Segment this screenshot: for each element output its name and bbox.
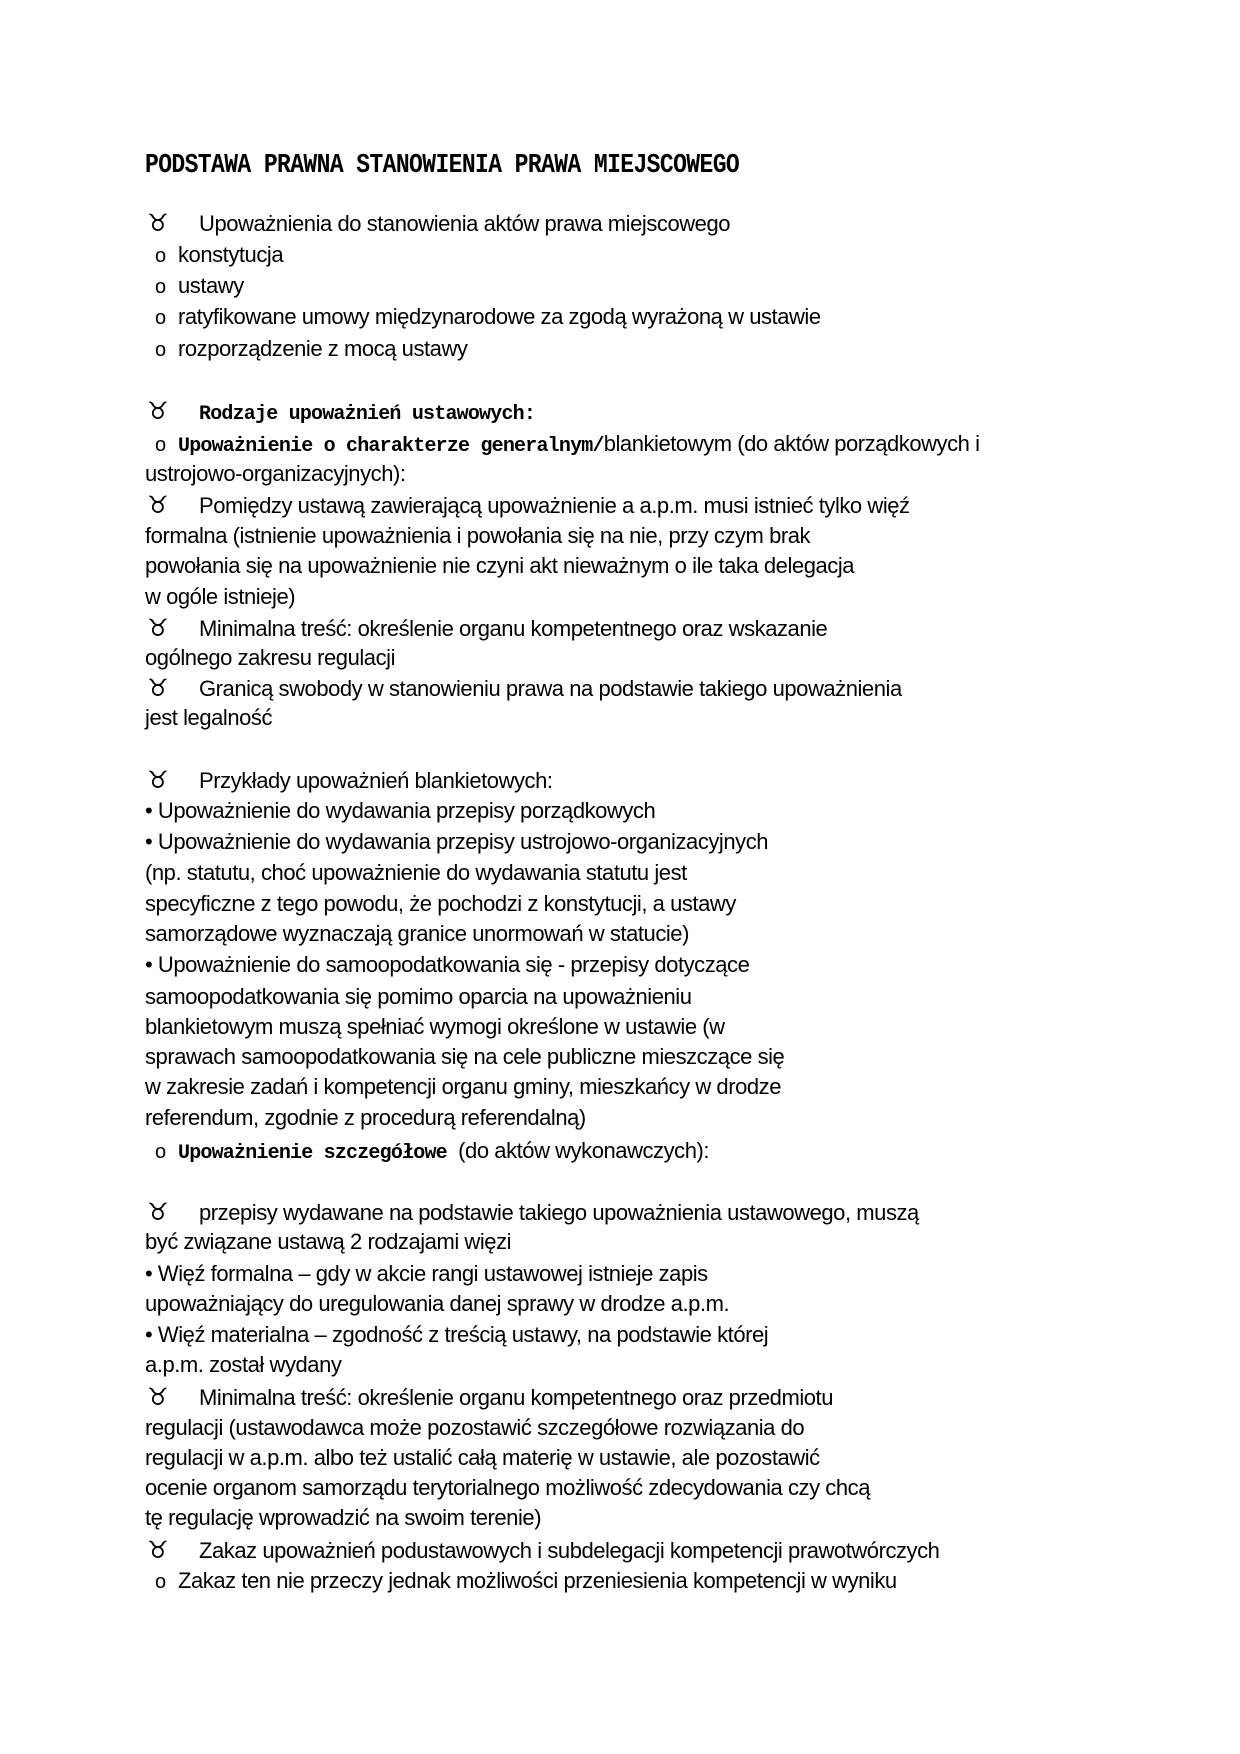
line-text: a.p.m. został wydany: [145, 1352, 342, 1377]
line-text: • Upoważnienie do samoopodatkowania się - przepisy dotyczące: [145, 952, 750, 977]
line-text: w ogóle istnieje): [145, 584, 296, 609]
line-text: • Więź formalna – gdy w akcie rangi ustawowej istnieje zapis: [145, 1261, 708, 1286]
line-text: powołania się na upoważnienie nie czyni akt nieważnym o ile taka delegacja: [145, 553, 855, 578]
line-text: przepisy wydawane na podstawie takiego upoważnienia ustawowego, muszą: [199, 1200, 919, 1225]
text-line: [145, 1259, 708, 1289]
taurus-bullet-icon: ♉: [147, 674, 169, 702]
text-line: [145, 271, 244, 301]
line-text: tę regulację wprowadzić na swoim terenie): [145, 1505, 542, 1530]
line-text: referendum, zgodnie z procedurą referendalną): [145, 1105, 586, 1130]
text-line: [145, 765, 553, 795]
text-line: [145, 1072, 781, 1102]
text-line: [145, 302, 821, 332]
line-text: Minimalna treść: określenie organu kompetentnego oraz wskazanie: [199, 616, 828, 641]
text-line: [145, 208, 730, 238]
text-line: [145, 889, 736, 919]
text-line: [145, 490, 910, 520]
text-line: [145, 858, 687, 888]
line-text: ocenie organom samorządu terytorialnego możliwość zdecydowania czy chcą: [145, 1475, 870, 1500]
taurus-bullet-icon: ♉: [147, 209, 169, 237]
line-heading: Upoważnienie o charakterze generalnym/: [178, 435, 604, 458]
line-text: • Upoważnienie do wydawania przepisy ustrojowo-organizacyjnych: [145, 829, 769, 854]
text-line: [145, 521, 810, 551]
text-line: [145, 551, 854, 581]
text-line: [145, 1136, 709, 1166]
circle-bullet-icon: o: [155, 1141, 166, 1163]
text-line: [145, 1566, 897, 1596]
circle-bullet-icon: o: [155, 245, 166, 267]
line-text: w zakresie zadań i kompetencji organu gminy, mieszkańcy w drodze: [145, 1074, 781, 1099]
text-line: [145, 643, 395, 673]
document-title: PODSTAWA PRAWNA STANOWIENIA PRAWA MIEJSCOWEGO: [145, 150, 740, 180]
line-text: Zakaz upoważnień podustawowych i subdelegacji kompetencji prawotwórczych: [199, 1538, 940, 1563]
line-text: Pomiędzy ustawą zawierającą upoważnienie a a.p.m. musi istnieć tylko więź: [199, 493, 910, 518]
line-text: jest legalność: [145, 705, 272, 730]
line-text: ogólnego zakresu regulacji: [145, 645, 396, 670]
text-line: [145, 1289, 729, 1319]
circle-bullet-icon: o: [155, 339, 166, 361]
text-line: [145, 1443, 820, 1473]
line-text: Upoważnienia do stanowienia aktów prawa miejscowego: [199, 211, 731, 236]
text-line: [145, 827, 768, 857]
text-line: [145, 1197, 919, 1227]
text-line: [145, 582, 295, 612]
circle-bullet-icon: o: [155, 434, 166, 456]
line-text: (do aktów wykonawczych):: [446, 1138, 710, 1163]
text-line: [145, 1042, 784, 1072]
line-text: regulacji w a.p.m. albo też ustalić całą materię w ustawie, ale pozostawić: [145, 1445, 820, 1470]
line-text: Minimalna treść: określenie organu kompetentnego oraz przedmiotu: [199, 1385, 833, 1410]
circle-bullet-icon: o: [155, 276, 166, 298]
line-text: konstytucja: [178, 242, 284, 267]
text-line: [145, 1103, 586, 1133]
taurus-bullet-icon: ♉: [147, 766, 169, 794]
line-heading: Upoważnienie szczegółowe: [178, 1142, 447, 1165]
line-text: (np. statutu, choć upoważnienie do wydawania statutu jest: [145, 860, 687, 885]
taurus-bullet-icon: ♉: [147, 1536, 169, 1564]
text-line: [145, 1227, 511, 1257]
circle-bullet-icon: o: [155, 307, 166, 329]
line-text: ratyfikowane umowy międzynarodowe za zgodą wyrażoną w ustawie: [178, 304, 821, 329]
line-text: blankietowym (do aktów porządkowych i: [603, 431, 980, 456]
line-text: blankietowym muszą spełniać wymogi określone w ustawie (w: [145, 1014, 725, 1039]
text-line: [145, 459, 406, 489]
text-line: [145, 1382, 833, 1412]
line-text: Przykłady upoważnień blankietowych:: [199, 768, 553, 793]
line-text: rozporządzenie z mocą ustawy: [178, 336, 468, 361]
line-text: • Upoważnienie do wydawania przepisy porządkowych: [145, 798, 656, 823]
taurus-bullet-icon: ♉: [147, 1198, 169, 1226]
text-line: [145, 703, 272, 733]
line-text: ustrojowo-organizacyjnych):: [145, 461, 406, 486]
text-line: [145, 613, 827, 643]
line-text: samoopodatkowania się pomimo oparcia na upoważnieniu: [145, 984, 692, 1009]
text-line: [145, 1535, 939, 1565]
line-text: ustawy: [178, 273, 244, 298]
text-line: [145, 1012, 725, 1042]
line-text: • Więź materialna – zgodność z treścią ustawy, na podstawie której: [145, 1322, 769, 1347]
line-text: samorządowe wyznaczają granice unormowań w statucie): [145, 921, 689, 946]
text-line: [145, 240, 283, 270]
taurus-bullet-icon: ♉: [147, 397, 169, 425]
line-text: sprawach samoopodatkowania się na cele publiczne mieszczące się: [145, 1044, 785, 1069]
text-line: [145, 919, 689, 949]
text-line: [145, 1413, 804, 1443]
line-text: regulacji (ustawodawca może pozostawić szczegółowe rozwiązania do: [145, 1415, 805, 1440]
line-text: formalna (istnienie upoważnienia i powołania się na nie, przy czym brak: [145, 523, 811, 548]
text-line: [145, 334, 467, 364]
line-heading: Rodzaje upoważnień ustawowych:: [199, 403, 536, 426]
text-line: [145, 796, 655, 826]
circle-bullet-icon: o: [155, 1571, 166, 1593]
line-text: Zakaz ten nie przeczy jednak możliwości przeniesienia kompetencji w wyniku: [178, 1568, 897, 1593]
text-line: [145, 1503, 541, 1533]
line-text: Granicą swobody w stanowieniu prawa na podstawie takiego upoważnienia: [199, 676, 902, 701]
text-line: [145, 1350, 341, 1380]
text-line: [145, 1473, 870, 1503]
taurus-bullet-icon: ♉: [147, 614, 169, 642]
text-line: [145, 1320, 768, 1350]
text-line: [145, 396, 535, 426]
line-text: upoważniający do uregulowania danej sprawy w drodze a.p.m.: [145, 1291, 730, 1316]
text-line: [145, 982, 692, 1012]
taurus-bullet-icon: ♉: [147, 1383, 169, 1411]
text-line: [145, 673, 902, 703]
text-line: [145, 429, 980, 459]
text-line: [145, 950, 749, 980]
line-text: specyficzne z tego powodu, że pochodzi z konstytucji, a ustawy: [145, 891, 736, 916]
line-text: być związane ustawą 2 rodzajami więzi: [145, 1229, 512, 1254]
taurus-bullet-icon: ♉: [147, 491, 169, 519]
